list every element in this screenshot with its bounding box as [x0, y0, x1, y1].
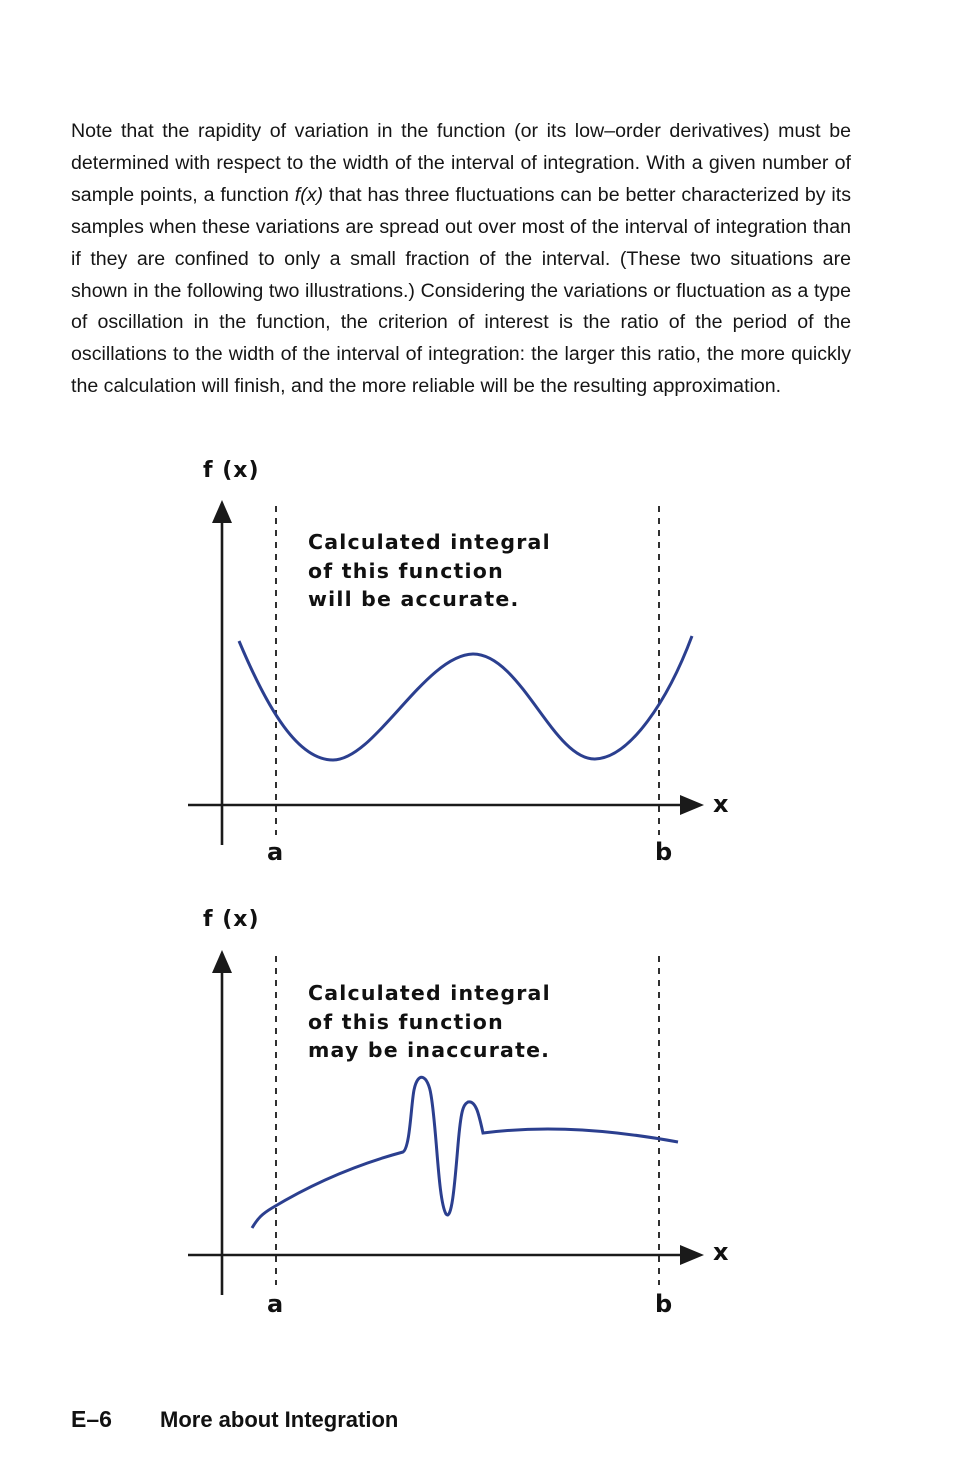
x-axis-label: x: [713, 1238, 729, 1266]
bound-a-label: a: [267, 838, 284, 866]
function-curve: [252, 1077, 678, 1228]
figure-inaccurate: [0, 900, 954, 1340]
figure-caption: [308, 528, 551, 614]
figure-accurate-graphic: [0, 450, 954, 890]
section-title: More about Integration: [160, 1407, 399, 1432]
bound-b-label: b: [655, 1290, 673, 1318]
caption-line: Calculated integral: [308, 981, 551, 1005]
x-axis-arrowhead: [680, 795, 704, 815]
body-text-part1: Note that the rapidity of variation in the function (or its low–order derivatives) must be determined with respect to the width of the interval of integration. With a given number of sample points, a function: [71, 120, 851, 206]
x-axis-label: x: [713, 790, 729, 818]
caption-line: may be inaccurate.: [308, 1038, 551, 1062]
caption-line: Calculated integral: [308, 530, 551, 554]
bound-a-label: a: [267, 1290, 284, 1318]
caption-line: of this function: [308, 558, 504, 583]
page-footer: [71, 1406, 398, 1433]
y-axis-arrowhead: [212, 500, 232, 523]
caption-line: will be accurate.: [308, 587, 520, 611]
y-axis-arrowhead: [212, 950, 232, 973]
figure-caption: [308, 979, 551, 1065]
figure-inaccurate-graphic: [0, 900, 954, 1340]
y-axis-label: f (x): [203, 458, 260, 483]
body-text-function: f(x): [294, 183, 324, 206]
bound-b-label: b: [655, 838, 673, 866]
function-curve: [239, 636, 692, 760]
body-text-part2: that has three fluctuations can be better characterized by its samples when these variations are spread out over most of the interval of integration than if they are confined to only a small fraction of the interval. (These two situations are shown in the following two illustrations.) Considering the variations or fluctuation as a type of oscillation in the function, the criterion of interest is the ratio of the period of the oscillations to the width of the interval of integration: the larger this ratio, the more quickly the calculation will finish, and the more reliable will be the resulting approximation.: [71, 183, 851, 398]
figure-accurate: [0, 450, 954, 890]
caption-line: of this function: [308, 1009, 504, 1034]
x-axis-arrowhead: [680, 1245, 704, 1265]
page-number: E–6: [71, 1406, 112, 1432]
y-axis-label: f (x): [203, 907, 260, 932]
body-paragraph: [71, 116, 851, 403]
